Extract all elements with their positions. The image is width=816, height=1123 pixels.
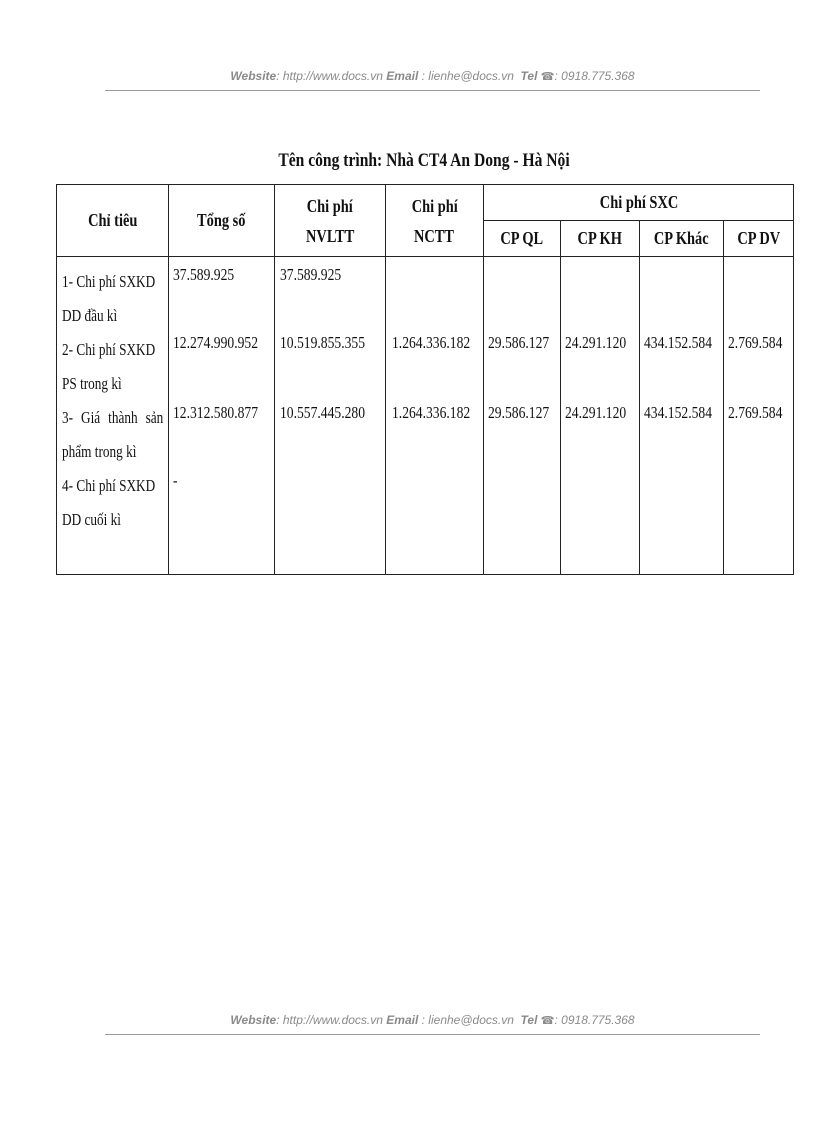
- page-header: [105, 69, 760, 83]
- cp-dv-value: 2.769.584: [728, 333, 783, 352]
- header-cp-ql: CP QL: [484, 221, 561, 257]
- cp-kh-column: [561, 257, 640, 575]
- header-nvltt: Chi phí NVLTT: [275, 185, 386, 257]
- tong-so-value: -: [173, 471, 178, 490]
- nctt-value: 1.264.336.182: [392, 333, 471, 352]
- tong-so-value: 12.274.990.952: [173, 333, 258, 352]
- cp-ql-value: 29.586.127: [488, 403, 550, 422]
- header-cp-kh: CP KH: [561, 221, 640, 257]
- tong-so-value: 37.589.925: [173, 265, 235, 284]
- tel-label: Tel: [520, 69, 538, 83]
- description-text: [62, 265, 167, 537]
- website-label: Website: [230, 1013, 277, 1027]
- cp-dv-column: [724, 257, 794, 575]
- email-value[interactable]: : lienhe@docs.vn: [421, 1013, 514, 1027]
- phone-icon: ☎: [540, 1015, 555, 1027]
- cp-khac-value: 434.152.584: [644, 403, 712, 422]
- email-label: Email: [386, 1013, 419, 1027]
- description-cell: [57, 257, 169, 575]
- header-tong-so: Tổng số: [169, 185, 275, 257]
- nctt-value: 1.264.336.182: [392, 403, 471, 422]
- phone-icon: ☎: [540, 71, 555, 83]
- cp-ql-value: 29.586.127: [488, 333, 550, 352]
- nvltt-value: 10.519.855.355: [280, 333, 365, 352]
- description-line: phẩm trong kì: [62, 442, 137, 461]
- footer-divider: [105, 1034, 760, 1035]
- description-line: PS trong kì: [62, 374, 122, 393]
- nvltt-column: [275, 257, 386, 575]
- description-line: 4- Chi phí SXKD: [62, 476, 156, 495]
- tong-so-column: [169, 257, 275, 575]
- description-line: 1- Chi phí SXKD: [62, 272, 156, 291]
- cost-table: [56, 184, 794, 575]
- description-line: 2- Chi phí SXKD: [62, 340, 156, 359]
- cp-kh-value: 24.291.120: [565, 403, 627, 422]
- header-divider: [105, 90, 760, 91]
- tel-value: : 0918.775.368: [554, 1013, 635, 1027]
- cp-dv-value: 2.769.584: [728, 403, 783, 422]
- nctt-column: [386, 257, 484, 575]
- description-line: DD đầu kì: [62, 306, 118, 325]
- email-label: Email: [386, 69, 419, 83]
- header-chi-tieu: Chỉ tiêu: [57, 185, 169, 257]
- tong-so-value: 12.312.580.877: [173, 403, 258, 422]
- cp-ql-column: [484, 257, 561, 575]
- page-footer: [105, 1013, 760, 1027]
- website-url[interactable]: : http://www.docs.vn: [276, 69, 383, 83]
- header-cp-dv: CP DV: [724, 221, 794, 257]
- description-line: 3- Giá thành sản: [62, 408, 164, 427]
- website-url[interactable]: : http://www.docs.vn: [276, 1013, 383, 1027]
- header-cp-khac: CP Khác: [640, 221, 724, 257]
- header-nctt: Chi phí NCTT: [386, 185, 484, 257]
- description-line: DD cuối kì: [62, 510, 121, 529]
- cp-khac-column: [640, 257, 724, 575]
- nvltt-value: 10.557.445.280: [280, 403, 365, 422]
- header-sxc: Chi phí SXC: [484, 185, 794, 221]
- nvltt-value: 37.589.925: [280, 265, 342, 284]
- email-value[interactable]: : lienhe@docs.vn: [421, 69, 514, 83]
- tel-label: Tel: [520, 1013, 538, 1027]
- website-label: Website: [230, 69, 277, 83]
- cp-khac-value: 434.152.584: [644, 333, 712, 352]
- document-title: Tên công trình: Nhà CT4 An Dong - Hà Nội: [278, 150, 570, 171]
- tel-value: : 0918.775.368: [554, 69, 635, 83]
- cp-kh-value: 24.291.120: [565, 333, 627, 352]
